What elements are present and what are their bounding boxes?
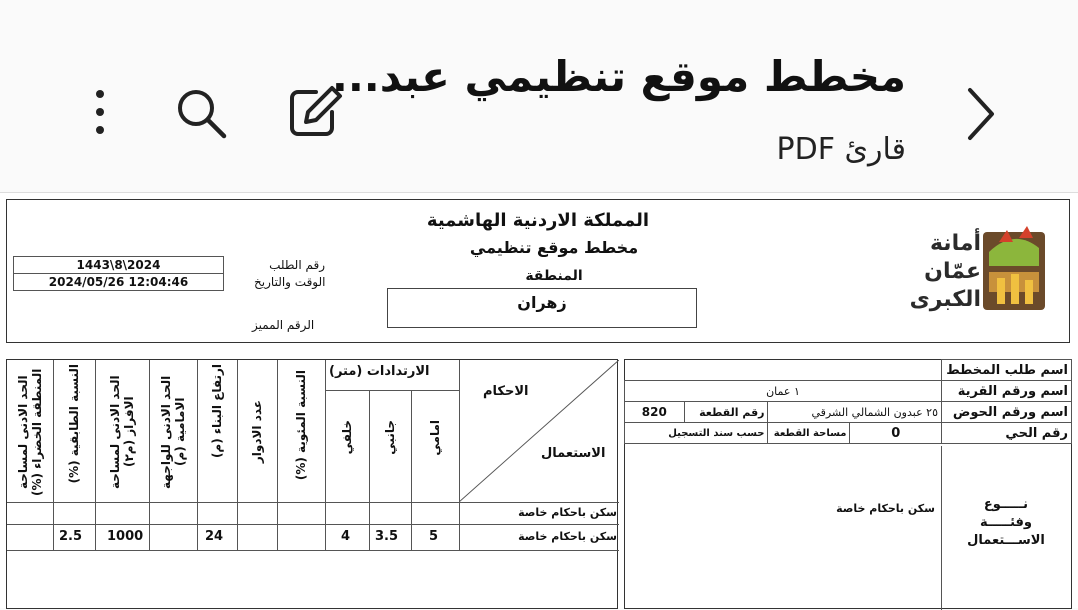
amman-logo-emblem [979,222,1049,314]
village-label: اسم ورقم القرية [941,381,1071,402]
usage-label: الاستعمال [541,446,606,461]
document-header [6,199,1070,343]
district-label: رقم الحي [941,423,1071,444]
district-value: 0 [850,423,942,444]
logo-line-3: الكبرى [909,287,981,312]
pdf-page [0,192,1078,608]
more-vert-icon[interactable] [82,86,118,138]
usage-type-line-2: وفئـــــة [980,515,1032,530]
header-front-setback: امامي [428,420,442,456]
basin-label: اسم ورقم الحوض [941,402,1071,423]
document-title: مخطط موقع تنظيمي عبد... [331,52,906,101]
kingdom-title: المملكة الاردنية الهاشمية [426,210,650,231]
plan-request-name-label: اسم طلب المخطط [941,360,1071,381]
row-2-min-subdivision-area: 1000 [107,529,144,544]
logo-line-2: عمّان [924,259,981,284]
setbacks-label: الارتدادات (متر) [329,364,430,379]
logo-line-1: أمانة [929,231,981,256]
usage-type-line-1: نـــــوع [983,497,1029,512]
region-label: المنطقة [525,268,583,284]
rules-label: الاحكام [483,384,529,399]
basin-value: ٢٥ عبدون الشمالي الشرقي [768,402,942,423]
row-2-rear-setback: 4 [341,529,351,544]
region-value: زهران [517,293,567,312]
row-2-usage: سكن باحكام خاصة [518,530,617,543]
parcel-value: 820 [625,402,685,423]
datetime-label: الوقت والتاريخ [254,275,326,289]
header-rear-setback: خلفي [340,420,354,455]
header-min-green-area: الحد الادنى لمساحة المنطقة الخضراء (%) [16,368,44,496]
row-2-floor-ratio: 2.5 [59,529,83,544]
area-value: حسب سند التسجيل [625,423,768,444]
row-2-side-setback: 3.5 [375,529,399,544]
parcel-info-panel [624,359,1072,609]
usage-value: سكن باحكام خاصة [836,502,935,515]
header-min-frontage: الحد الادنى للواجهة الامامية (م) [159,375,187,489]
area-label: مساحة القطعة [768,423,850,444]
app-subtitle: قارئ PDF [776,132,906,167]
header-percentage: النسبة المئوية (%) [294,370,308,481]
special-no-label: الرقم المميز [252,318,315,332]
header-side-setback: جانبي [383,420,397,455]
village-value: ١ عمان [625,381,942,402]
app-toolbar [0,0,1078,190]
row-2-building-height: 24 [205,529,224,544]
parcel-label: رقم القطعة [684,402,768,423]
request-info-table [13,256,329,291]
request-no-value: 1443\8\2024 [14,257,224,274]
header-floors-count: عدد الادوار [250,400,264,464]
parcel-info-table [624,359,1072,444]
row-1-usage: سكن باحكام خاصة [518,506,617,519]
usage-type-line-3: الاســـتعمال [967,533,1045,548]
amman-logo [909,222,1051,322]
header-min-subdivision-area: الحد الادنى لمساحة الافراز (م٢) [108,375,136,489]
chevron-right-icon[interactable] [958,84,1002,144]
doc-type-title: مخطط موقع تنظيمي [469,238,639,257]
header-building-height: ارتفاع البناء (م) [210,364,224,459]
header-floor-ratio: النسبة الطابقية (%) [67,364,81,484]
datetime-value: 2024/05/26 12:04:46 [14,274,224,291]
regulations-header [7,360,619,502]
region-box [387,288,697,328]
regulations-panel [6,359,618,609]
row-2-front-setback: 5 [429,529,439,544]
search-icon[interactable] [174,86,230,142]
request-no-label: رقم الطلب [269,258,325,272]
